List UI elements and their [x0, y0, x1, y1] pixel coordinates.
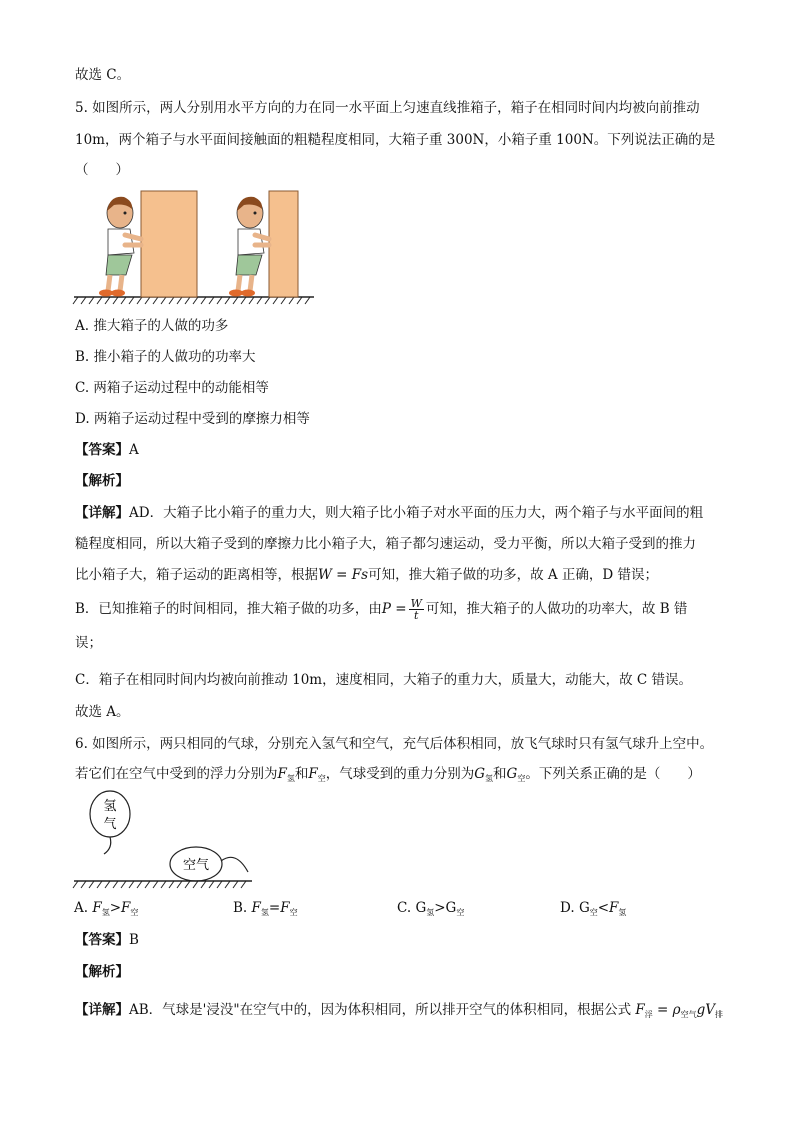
detail-line: [75, 1000, 723, 1025]
operator: >: [434, 900, 446, 916]
fraction: [409, 598, 424, 621]
answer-value: B: [129, 932, 139, 948]
symbol-f: F: [280, 900, 290, 916]
option-c: C. 两箱子运动过程中的动能相等: [75, 380, 269, 396]
detail-text: 可知，推大箱子的人做功的功率大，故 B 错: [425, 601, 688, 617]
balloon-label: 氢: [103, 799, 117, 814]
subscript: 空: [456, 908, 465, 917]
subscript: 氢: [260, 908, 269, 917]
detail-line: [75, 598, 687, 621]
option-label: B.: [233, 900, 248, 916]
stem-text: 和: [493, 766, 507, 782]
formula-power: P =: [381, 601, 407, 617]
option-label: C.: [397, 900, 412, 916]
answer-tag: 【答案】: [75, 932, 129, 948]
answer-blank: （ ）: [75, 162, 129, 178]
option-d: D. 两箱子运动过程中受到的摩擦力相等: [75, 411, 310, 427]
subscript: 氢: [101, 908, 110, 917]
person-2-icon: [229, 197, 269, 297]
analysis-tag: 【解析】: [75, 964, 129, 980]
analysis-tag: 【解析】: [75, 473, 129, 489]
answer-tag: 【答案】: [75, 442, 129, 458]
question-6-stem: 6. 如图所示，两只相同的气球，分别充入氢气和空气，充气后体积相同，放飞气球时只有氢气球升上空中。: [75, 736, 714, 752]
subscript: 氢: [286, 774, 295, 783]
person-1-icon: [99, 197, 141, 297]
stem-text: 和: [294, 766, 309, 782]
symbol-g: G: [578, 900, 590, 916]
symbol-f: F: [277, 766, 287, 782]
symbol-g: G: [445, 900, 457, 916]
option-a: A. 推大箱子的人做的功多: [75, 318, 229, 334]
symbol-g: G: [474, 766, 486, 782]
detail-text: 比小箱子大，箱子运动的距离相等，根据: [75, 567, 318, 583]
text-line: 故选 C。: [75, 67, 131, 83]
detail-line: 糙程度相同，所以大箱子受到的摩擦力比小箱子大，箱子都匀速运动，受力平衡，所以大箱子受到的推力: [75, 536, 696, 552]
balloon-label: 空气: [182, 858, 210, 873]
symbol-f: F: [609, 900, 619, 916]
subscript: 空气: [680, 1010, 697, 1019]
detail-tag: 【详解】: [75, 1002, 129, 1018]
detail-line: [75, 565, 658, 585]
detail-line: [75, 503, 703, 523]
formula-work: W = Fs: [318, 567, 369, 583]
subscript: 氢: [618, 908, 627, 917]
symbol-f: F: [92, 900, 102, 916]
formula-symbol: gV: [696, 1002, 716, 1018]
question-5-stem: 10m，两个箱子与水平面间接触面的粗糙程度相同，大箱子重 300N，小箱子重 100N。下列说法正确的是: [75, 132, 716, 148]
formula-symbol: = ρ: [652, 1002, 681, 1018]
stem-text: 若它们在空气中受到的浮力分别为: [75, 766, 278, 782]
detail-tag: 【详解】: [75, 505, 129, 521]
subscript: 氢: [485, 774, 494, 783]
formula-symbol: F: [635, 1002, 645, 1018]
stem-text: ，气球受到的重力分别为: [325, 766, 475, 782]
subscript: 氢: [426, 908, 435, 917]
balloons-figure: [70, 788, 260, 893]
detail-line: C．箱子在相同时间内均被向前推动 10m，速度相同，大箱子的重力大，质量大，动能大，故 C 错误。: [75, 672, 693, 688]
balloon-label: 气: [103, 817, 117, 832]
detail-text: AB．气球是'浸没"在空气中的，因为体积相同，所以排开空气的体积相同，根据公式: [129, 1002, 632, 1018]
subscript: 排: [715, 1010, 724, 1019]
operator: <: [597, 900, 610, 916]
q6-option-b: [233, 898, 298, 923]
subscript: 空: [289, 908, 298, 917]
symbol-g: G: [506, 766, 518, 782]
q6-option-c: [397, 898, 464, 923]
option-label: A.: [74, 900, 89, 916]
operator: >: [109, 900, 122, 916]
option-b: B. 推小箱子的人做功的功率大: [75, 349, 256, 365]
subscript: 空: [317, 774, 326, 783]
symbol-f: F: [308, 766, 318, 782]
symbol-f: F: [121, 900, 131, 916]
text-line: 故选 A。: [75, 704, 130, 720]
q6-option-a: [74, 898, 138, 923]
symbol-g: G: [415, 900, 427, 916]
subscript: 空: [517, 774, 526, 783]
answer-line: [75, 930, 139, 950]
symbol-f: F: [251, 900, 261, 916]
pushing-boxes-figure: [70, 183, 320, 308]
q6-option-d: [560, 898, 626, 923]
fraction-numerator: W: [410, 597, 422, 610]
question-6-stem: [75, 764, 701, 789]
subscript: 浮: [644, 1010, 653, 1019]
operator: =: [268, 900, 281, 916]
subscript: 空: [589, 908, 598, 917]
detail-text: B．已知推箱子的时间相同，推大箱子做的功多，由: [75, 601, 382, 617]
detail-text: 可知，推大箱子做的功多，故 A 正确，D 错误；: [368, 567, 659, 583]
subscript: 空: [130, 908, 139, 917]
detail-text: AD．大箱子比小箱子的重力大，则大箱子比小箱子对水平面的压力大，两个箱子与水平面间的粗: [129, 505, 704, 521]
small-box: [269, 191, 298, 297]
detail-line: 误；: [75, 635, 102, 651]
stem-text: 。下列关系正确的是（ ）: [525, 766, 701, 782]
option-label: D.: [560, 900, 575, 916]
fraction-denominator: t: [414, 609, 419, 622]
big-box: [141, 191, 197, 297]
answer-value: A: [129, 442, 139, 458]
answer-line: [75, 440, 139, 460]
question-5-stem: 5. 如图所示，两人分别用水平方向的力在同一水平面上匀速直线推箱子，箱子在相同时间内均被向前推动: [75, 100, 700, 116]
